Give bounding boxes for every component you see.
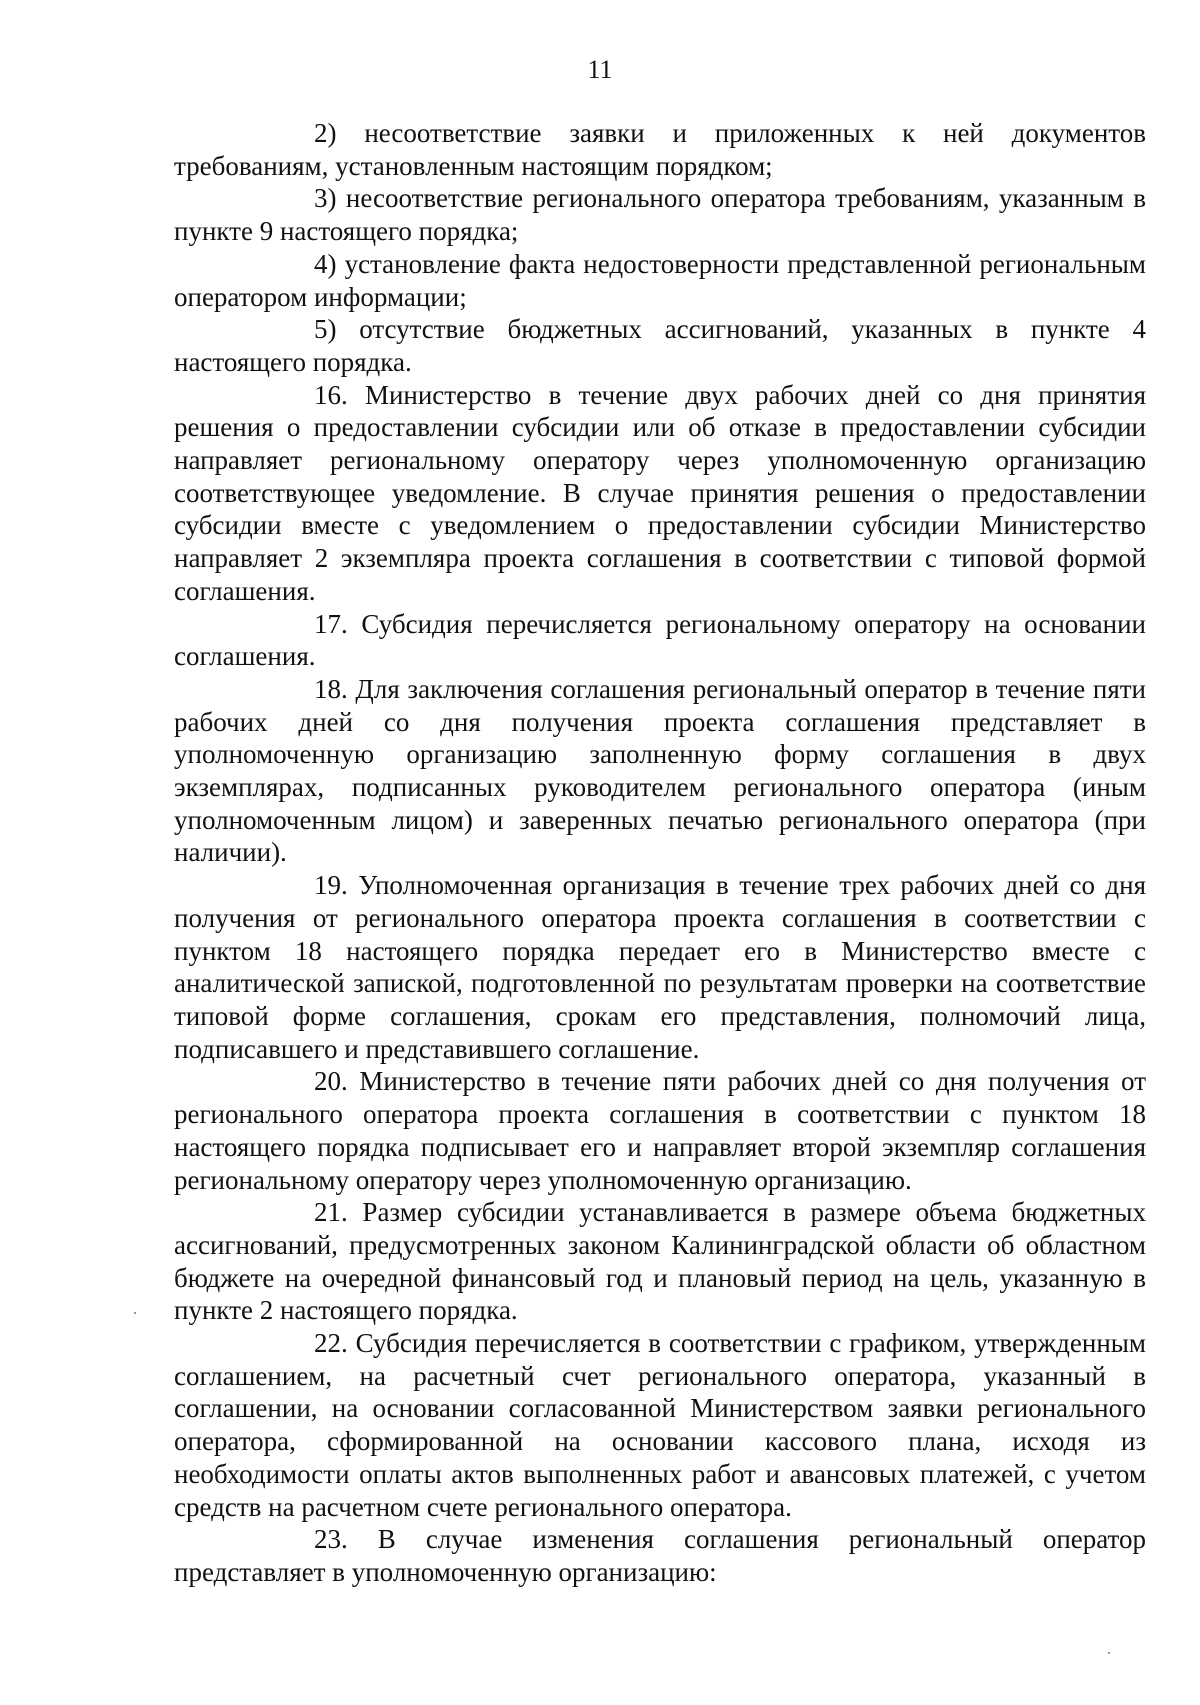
page-number: 11 <box>587 55 613 84</box>
paragraph-text: несоответствие регионального оператора требованиям, указанным в пункте 9 настоящего порядка; <box>174 183 1146 247</box>
paragraph-text: Министерство в течение пяти рабочих дней со дня получения от регионального оператора проекта соглашения в соответствии с пунктом 18 настоящего порядка подписывает его и направляет второй экземпляр соглашения региональному оператору через уполномоченную организацию. <box>174 1066 1147 1195</box>
paragraph-clause-19 <box>174 869 1146 1065</box>
paragraph-text: Министерство в течение двух рабочих дней со дня принятия решения о предоставлении субсидии или об отказе в предоставлении субсидии направляет региональному оператору через уполномоченную организацию соответствующее уведомление. В случае принятия решения о предоставлении субсидии вместе с уведомлением о предоставлении субсидии Министерство направляет 2 экземпляра проекта соглашения в соответствии с типовой формой соглашения. <box>174 379 1147 606</box>
scan-speck <box>134 1312 136 1314</box>
document-body <box>174 117 1146 1589</box>
paragraph-text: Субсидия перечисляется в соответствии с графиком, утвержденным соглашением, на расчетный счет регионального оператора, указанный в соглашении, на основании согласованной Министерством заявки регионального оператора, сформированной на основании кассового плана, исходя из необходимости оплаты актов выполненных работ и авансовых платежей, с учетом средств на расчетном счете регионального оператора. <box>174 1328 1146 1522</box>
paragraph-clause-16 <box>174 379 1146 608</box>
paragraph-clause-18 <box>174 673 1146 869</box>
paragraph-clause-17 <box>174 608 1146 673</box>
paragraph-text: установление факта недостоверности представленной региональным оператором информации; <box>174 248 1146 312</box>
item-number: 5) <box>314 314 337 345</box>
item-number: 2) <box>314 118 337 148</box>
clause-number: 23. <box>314 1524 348 1555</box>
clause-number: 20. <box>314 1066 348 1097</box>
clause-number: 16. <box>314 379 348 410</box>
paragraph-clause-20 <box>174 1065 1146 1196</box>
item-number: 3) <box>314 183 337 214</box>
paragraph-text: несоответствие заявки и приложенных к ней документов требованиям, установленным настоящим порядком; <box>174 118 1147 181</box>
clause-number: 22. <box>314 1328 348 1359</box>
paragraph-item-4 <box>174 248 1146 313</box>
clause-number: 17. <box>314 608 348 639</box>
paragraph-text: Уполномоченная организация в течение трех рабочих дней со дня получения от регионального оператора проекта соглашения в соответствии с пунктом 18 настоящего порядка передает его в Министерство вместе с аналитической запиской, подготовленной по результатам проверки на соответствие типовой форме соглашения, срокам его представления, полномочий лица, подписавшего и представившего соглашение. <box>174 870 1146 1064</box>
paragraph-item-3 <box>174 182 1146 247</box>
paragraph-clause-22 <box>174 1327 1146 1523</box>
paragraph-clause-21 <box>174 1196 1146 1327</box>
paragraph-clause-23 <box>174 1523 1146 1588</box>
clause-number: 18. <box>314 673 348 704</box>
clause-number: 21. <box>314 1197 348 1228</box>
scan-speck <box>1108 1652 1110 1654</box>
paragraph-text: Размер субсидии устанавливается в размере объема бюджетных ассигнований, предусмотренных законом Калининградской области об областном бюджете на очередной финансовый год и плановый период на цель, указанную в пункте 2 настоящего порядка. <box>174 1197 1146 1326</box>
paragraph-text: Для заключения соглашения региональный оператор в течение пяти рабочих дней со дня получения проекта соглашения представляет в уполномоченную организацию заполненную форму соглашения в двух экземплярах, подписанных руководителем регионального оператора (иным уполномоченным лицом) и заверенных печатью регионального оператора (при наличии). <box>174 673 1146 868</box>
paragraph-item-2 <box>174 117 1146 182</box>
paragraph-item-5 <box>174 313 1146 378</box>
paragraph-text: Субсидия перечисляется региональному оператору на основании соглашения. <box>174 608 1147 672</box>
clause-number: 19. <box>314 870 348 901</box>
paragraph-text: отсутствие бюджетных ассигнований, указанных в пункте 4 настоящего порядка. <box>174 314 1146 377</box>
paragraph-text: В случае изменения соглашения региональный оператор представляет в уполномоченную организацию: <box>174 1524 1146 1587</box>
item-number: 4) <box>314 248 337 279</box>
